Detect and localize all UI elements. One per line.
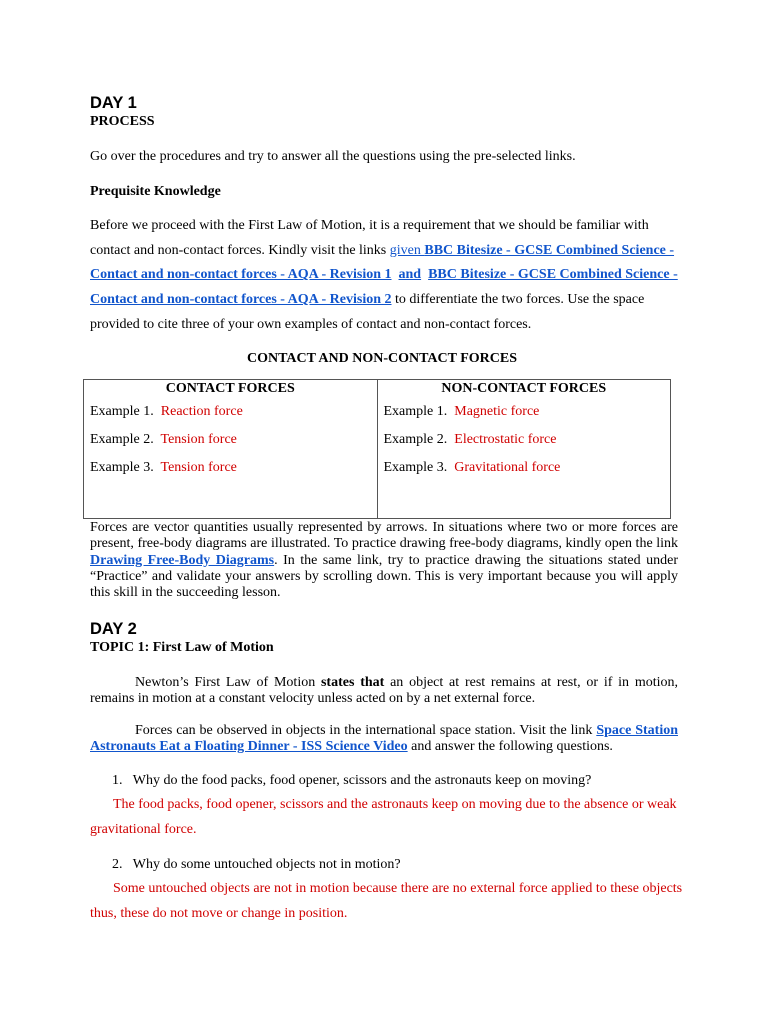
table-title: CONTACT AND NON-CONTACT FORCES xyxy=(246,351,518,366)
day1-heading: DAY 1 xyxy=(90,94,137,112)
example-label: Example 3. xyxy=(383,460,448,475)
contact-answer-3[interactable]: Tension force xyxy=(160,460,237,475)
example-label: Example 1. xyxy=(90,404,154,419)
iss-text-1: Forces can be observed in objects in the international space station. Visit the link xyxy=(135,723,597,738)
noncontact-answer-1[interactable]: Magnetic force xyxy=(454,404,540,419)
answer-2-line-2: thus, these do not move or change in position. xyxy=(90,905,348,921)
newton-text-2: an object at rest remains at rest, or if in motion, remains in motion at a constant velocity unless acted on by a net external force. xyxy=(90,675,678,707)
forces-table xyxy=(83,379,671,519)
process-heading: PROCESS xyxy=(90,114,155,129)
instruction-text: Go over the procedures and try to answer all the questions using the pre-selected links. xyxy=(90,149,576,164)
answer-1-line-2: gravitational force. xyxy=(90,821,197,837)
vector-paragraph xyxy=(90,520,678,601)
free-body-link[interactable]: Drawing Free-Body Diagrams xyxy=(90,552,275,568)
vector-text-2: . In the same link, try to practice drawing the situations stated under “Practice” and validate your answers by scrolling down. This is very important because you will apply this skill in the succeeding lesson. xyxy=(90,552,678,601)
newton-bold: states that xyxy=(320,675,385,690)
contact-row-1 xyxy=(90,402,371,430)
iss-paragraph xyxy=(90,723,678,756)
contact-header: CONTACT FORCES xyxy=(165,381,295,396)
question-2-text: Why do some untouched objects not in motion? xyxy=(132,857,401,872)
noncontact-row-2 xyxy=(384,430,665,458)
topic-heading: TOPIC 1: First Law of Motion xyxy=(90,640,274,655)
question-1-number: 1. xyxy=(112,773,123,788)
vector-text-1: Forces are vector quantities usually represented by arrows. In situations where two or more forces are present, free-body diagrams are illustrated. To practice drawing free-body diagrams, kindly open the link xyxy=(90,520,678,552)
iss-video-link[interactable]: Space Station Astronauts Eat a Floating Dinner - ISS Science Video xyxy=(90,723,678,755)
prereq-line-2 xyxy=(90,239,690,264)
newton-text-1: Newton’s First Law of Motion xyxy=(135,675,321,690)
day2-heading: DAY 2 xyxy=(90,620,137,638)
example-label: Example 3. xyxy=(90,460,154,475)
contact-answer-2[interactable]: Tension force xyxy=(160,432,237,447)
contact-column xyxy=(84,380,378,519)
given-link[interactable]: given xyxy=(389,242,425,258)
bbc-link-2[interactable]: BBC Bitesize - GCSE Combined Science - xyxy=(428,267,678,283)
question-1 xyxy=(112,773,591,789)
noncontact-answer-2[interactable]: Electrostatic force xyxy=(454,432,557,447)
prereq-line-3 xyxy=(90,263,690,288)
bbc-link-1[interactable]: BBC Bitesize - GCSE Combined Science - xyxy=(424,242,675,258)
answer-1-line-1: The food packs, food opener, scissors and the astronauts keep on moving due to the absence or weak xyxy=(113,797,677,812)
prereq-text: contact and non-contact forces. Kindly visit the links xyxy=(90,242,390,258)
prereq-paragraph xyxy=(90,214,690,338)
example-label: Example 2. xyxy=(90,432,154,447)
iss-text-2: and answer the following questions. xyxy=(407,739,613,755)
and-link[interactable]: and xyxy=(398,267,422,283)
contact-row-3 xyxy=(90,458,371,486)
prereq-heading: Prequisite Knowledge xyxy=(90,184,221,199)
newton-paragraph xyxy=(90,675,678,708)
question-2 xyxy=(112,857,401,873)
answer-2[interactable] xyxy=(90,877,690,926)
contact-answer-1[interactable]: Reaction force xyxy=(160,404,243,419)
answer-2-line-1: Some untouched objects are not in motion because there are no external force applied to these objects xyxy=(113,881,683,896)
example-label: Example 2. xyxy=(383,432,448,447)
answer-1[interactable] xyxy=(90,793,690,842)
question-1-text: Why do the food packs, food opener, scissors and the astronauts keep on moving? xyxy=(132,773,592,788)
prereq-line-4 xyxy=(90,288,690,313)
bbc-link-2-cont[interactable]: Contact and non-contact forces - AQA - Revision 2 xyxy=(90,292,392,308)
contact-row-2 xyxy=(90,430,371,458)
noncontact-row-3 xyxy=(384,458,665,486)
noncontact-row-1 xyxy=(384,402,665,430)
prereq-text-2: to differentiate the two forces. Use the space xyxy=(391,292,645,308)
prereq-line-1: Before we proceed with the First Law of Motion, it is a requirement that we should be familiar with xyxy=(90,218,649,233)
example-label: Example 1. xyxy=(383,404,448,419)
noncontact-header: NON-CONTACT FORCES xyxy=(441,381,607,396)
question-2-number: 2. xyxy=(112,857,123,872)
noncontact-column xyxy=(377,380,671,519)
prereq-line-5: provided to cite three of your own examples of contact and non-contact forces. xyxy=(90,316,532,332)
noncontact-answer-3[interactable]: Gravitational force xyxy=(454,460,561,475)
bbc-link-1-cont[interactable]: Contact and non-contact forces - AQA - Revision 1 xyxy=(90,267,392,283)
